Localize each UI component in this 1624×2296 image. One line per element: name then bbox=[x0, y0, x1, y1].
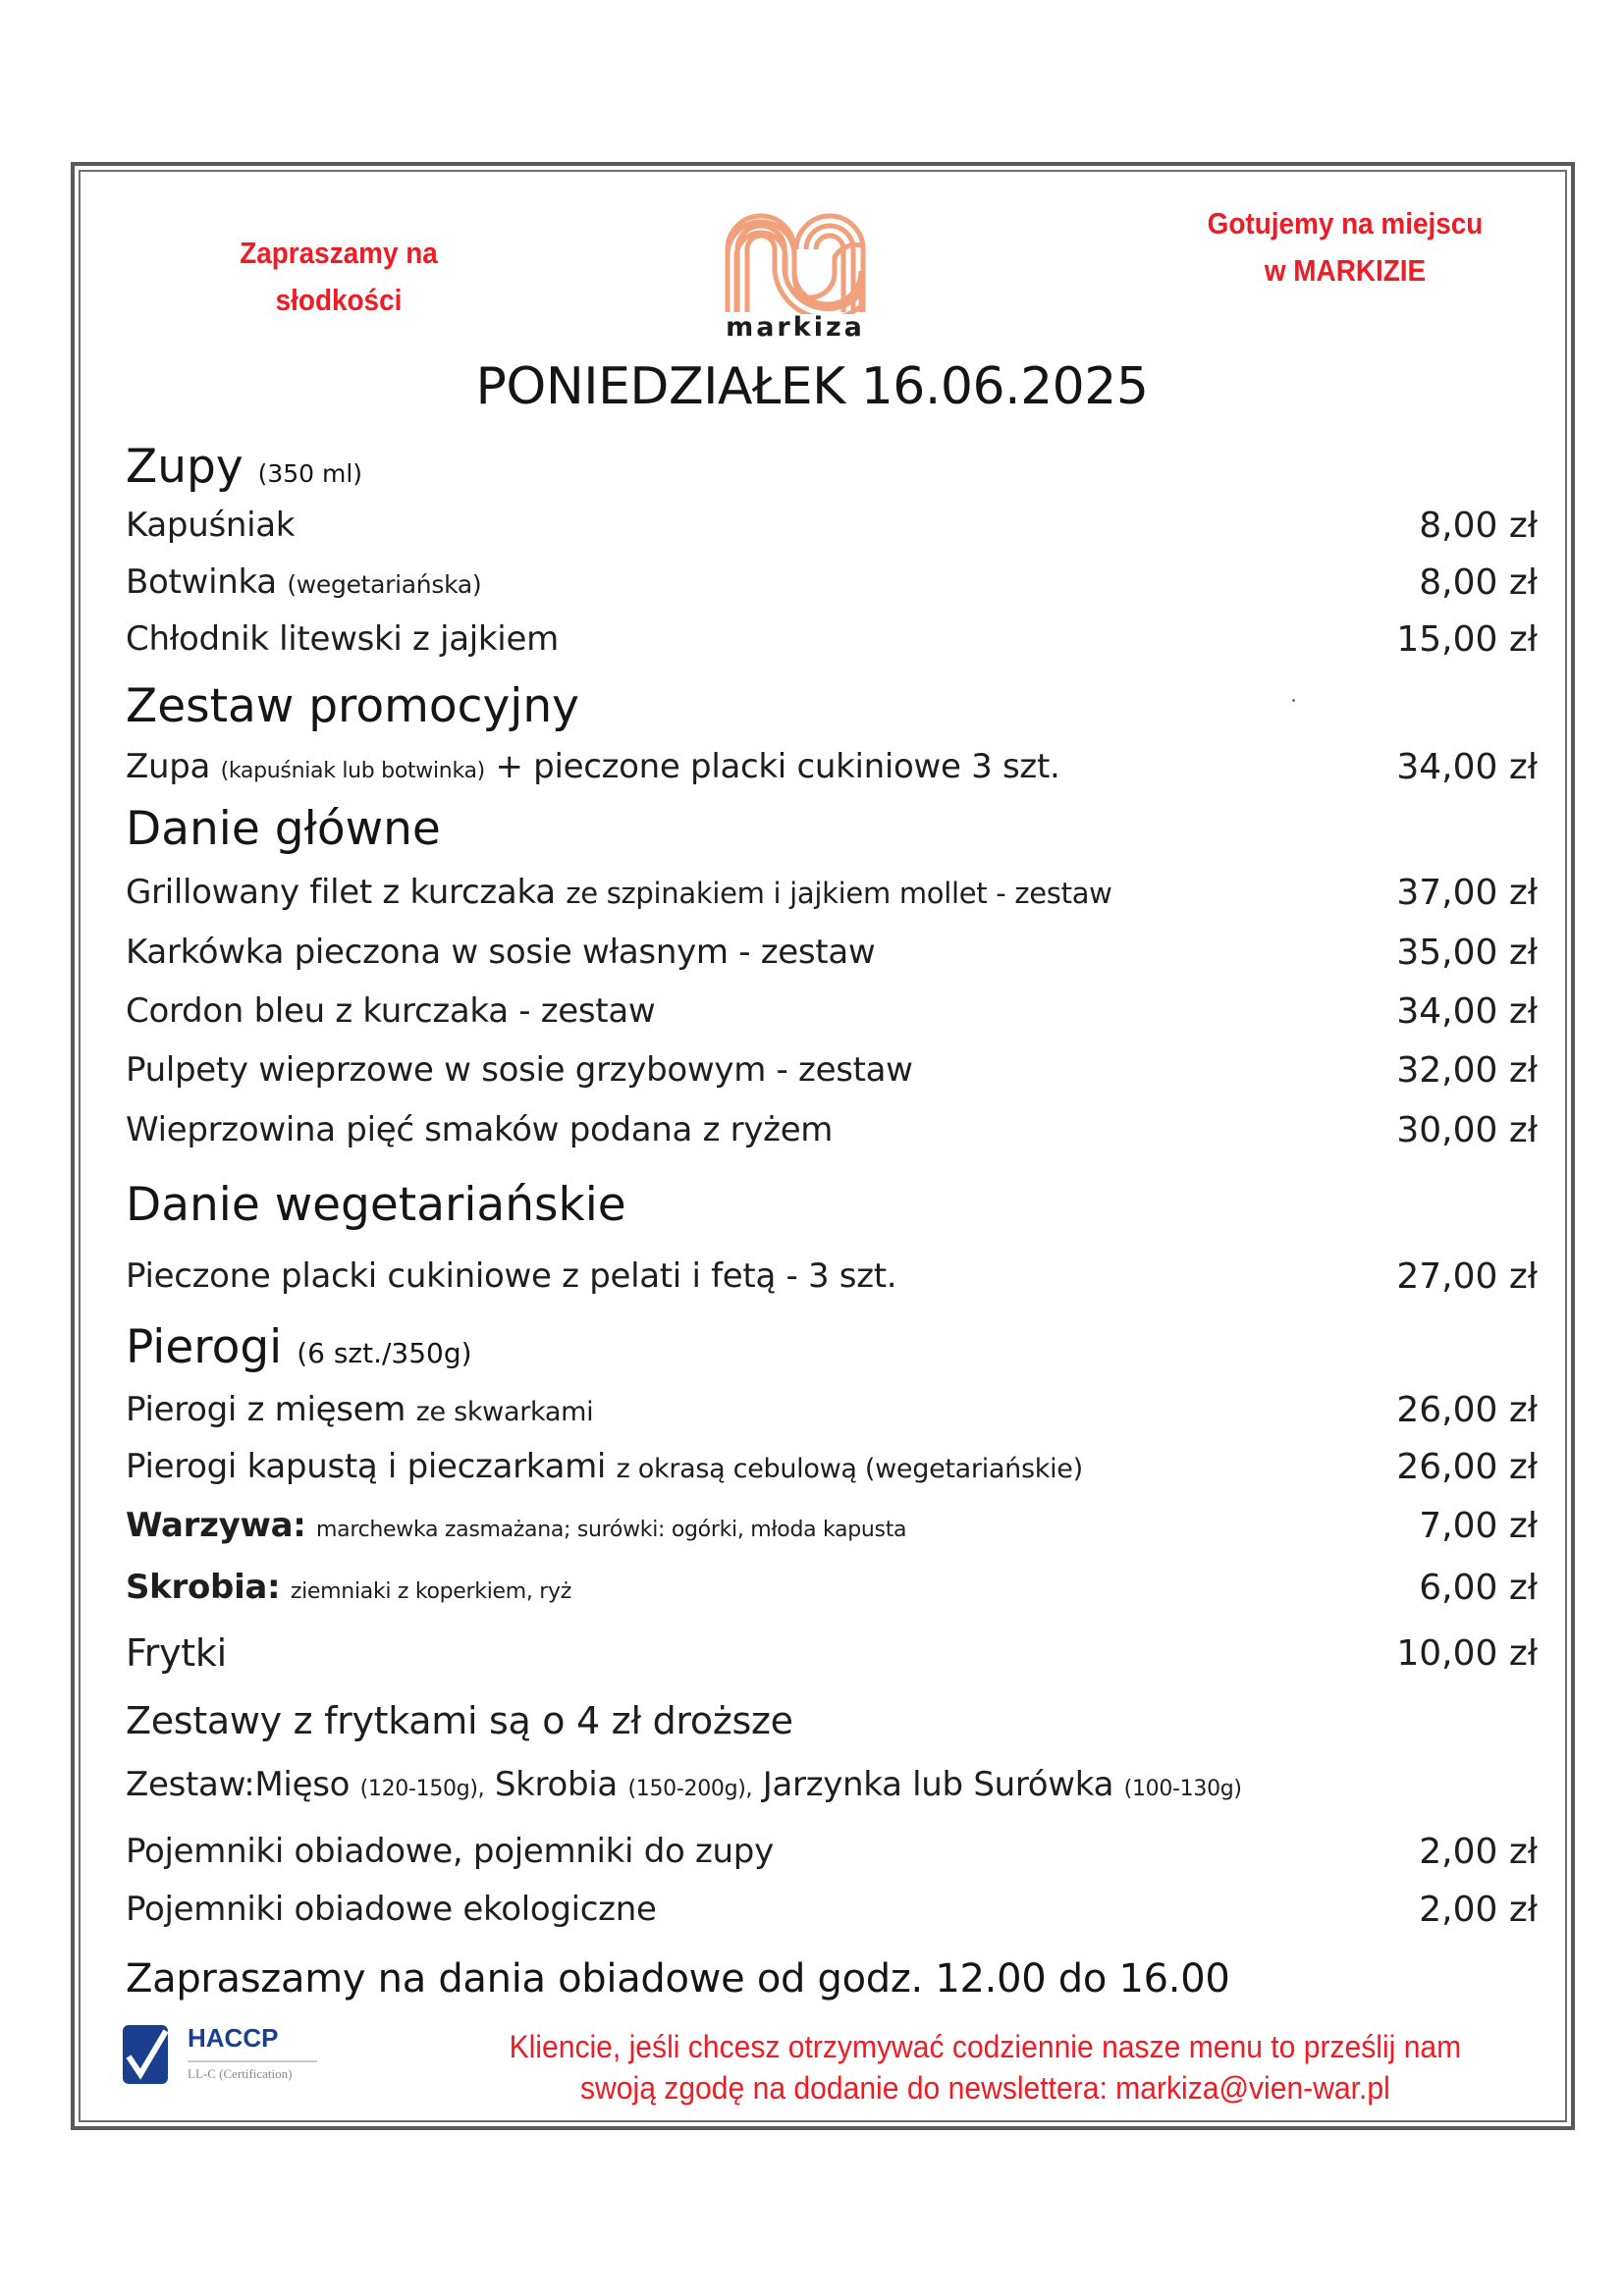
menu-item bbox=[126, 558, 1538, 607]
item-price: 32,00 zł bbox=[1396, 1049, 1538, 1091]
set-part-weight: (100-130g) bbox=[1123, 1777, 1242, 1801]
sweets-note-line-2: słodkości bbox=[275, 283, 403, 317]
item-price: 35,00 zł bbox=[1396, 932, 1538, 973]
item-name: Cordon bleu z kurczaka - zestaw bbox=[126, 991, 656, 1031]
set-part: Zestaw:Mięso bbox=[126, 1765, 351, 1804]
item-price: 6,00 zł bbox=[1419, 1567, 1538, 1608]
menu-item bbox=[126, 1105, 1538, 1154]
item-price: 30,00 zł bbox=[1396, 1109, 1538, 1150]
menu-item bbox=[126, 1629, 1538, 1678]
section-zupy-heading bbox=[126, 440, 362, 494]
section-promo-heading: Zestaw promocyjny bbox=[126, 679, 579, 733]
menu-item bbox=[126, 1827, 1538, 1876]
item-name: Warzywa: bbox=[126, 1506, 306, 1545]
set-part-weight: (120-150g), bbox=[359, 1777, 485, 1801]
item-name: Pierogi z mięsem bbox=[126, 1390, 406, 1429]
item-name: Pojemniki obiadowe, pojemniki do zupy bbox=[126, 1832, 774, 1871]
item-price: 2,00 zł bbox=[1419, 1831, 1538, 1872]
item-name: Wieprzowina pięć smaków podana z ryżem bbox=[126, 1110, 834, 1149]
menu-item bbox=[126, 501, 1538, 550]
item-price: 7,00 zł bbox=[1419, 1505, 1538, 1546]
cooking-note-line-2: w MARKIZIE bbox=[1264, 253, 1427, 288]
item-name: Pieczone placki cukiniowe z pelati i fetą - 3 szt. bbox=[126, 1256, 897, 1296]
section-main-heading: Danie główne bbox=[126, 802, 441, 856]
section-note: (6 szt./350g) bbox=[297, 1337, 472, 1369]
menu-item bbox=[126, 1045, 1538, 1095]
menu-item bbox=[126, 928, 1538, 977]
item-name: Pulpety wieprzowe w sosie grzybowym - zestaw bbox=[126, 1050, 913, 1090]
stray-dot bbox=[1292, 699, 1295, 702]
item-name: Botwinka bbox=[126, 562, 277, 602]
menu-item bbox=[126, 1563, 1538, 1612]
menu-item bbox=[126, 868, 1538, 917]
newsletter-line-1: Kliencie, jeśli chcesz otrzymywać codziennie nasze menu to prześlij nam bbox=[509, 2029, 1462, 2064]
item-price: 27,00 zł bbox=[1396, 1255, 1538, 1297]
set-composition bbox=[126, 1760, 1538, 1809]
page-title: PONIEDZIAŁEK 16.06.2025 bbox=[475, 357, 1149, 416]
item-name: Chłodnik litewski z jajkiem bbox=[126, 619, 559, 659]
item-price: 34,00 zł bbox=[1396, 990, 1538, 1032]
item-name: Karkówka pieczona w sosie własnym - zestaw bbox=[126, 933, 876, 972]
menu-item bbox=[126, 987, 1538, 1036]
menu-item bbox=[126, 614, 1538, 664]
cooking-note bbox=[1177, 200, 1513, 294]
opening-hours-text: Zapraszamy na dania obiadowe od godz. 12.00 do 16.00 bbox=[126, 1956, 1230, 2002]
menu-item bbox=[126, 1885, 1538, 1934]
section-title: Zupy bbox=[126, 440, 244, 494]
menu-item bbox=[126, 1385, 1538, 1434]
markiza-m-logo-icon bbox=[722, 206, 869, 314]
opening-hours bbox=[126, 1954, 1538, 2003]
item-detail: ze szpinakiem i jajkiem mollet - zestaw bbox=[566, 877, 1112, 910]
item-price: 10,00 zł bbox=[1396, 1632, 1538, 1674]
item-price: 37,00 zł bbox=[1396, 872, 1538, 913]
newsletter-line-2: swoją zgodę na dodanie do newslettera: markiza@vien-war.pl bbox=[580, 2070, 1390, 2106]
item-detail: (kapuśniak lub botwinka) bbox=[220, 759, 485, 783]
item-detail: z okrasą cebulową (wegetariańskie) bbox=[616, 1454, 1083, 1484]
item-name: Pierogi kapustą i pieczarkami bbox=[126, 1447, 607, 1486]
menu-item bbox=[126, 1252, 1538, 1301]
haccp-subtitle: LL-C (Certification) bbox=[188, 2066, 293, 2081]
section-title: Pierogi bbox=[126, 1320, 283, 1374]
item-detail: ze skwarkami bbox=[415, 1397, 594, 1427]
item-detail: marchewka zasmażana; surówki: ogórki, młoda kapusta bbox=[316, 1518, 907, 1542]
item-price: 8,00 zł bbox=[1419, 561, 1538, 603]
item-name: Frytki bbox=[126, 1631, 227, 1675]
menu-item bbox=[126, 742, 1538, 791]
set-part: Skrobia bbox=[494, 1765, 618, 1804]
haccp-title: HACCP bbox=[188, 2023, 279, 2053]
item-name-rest: + pieczone placki cukiniowe 3 szt. bbox=[495, 747, 1060, 786]
newsletter-note bbox=[422, 2026, 1548, 2109]
fries-note-text: Zestawy z frytkami są o 4 zł droższe bbox=[126, 1699, 793, 1742]
item-price: 2,00 zł bbox=[1419, 1889, 1538, 1930]
section-note: (350 ml) bbox=[257, 459, 363, 488]
item-price: 26,00 zł bbox=[1396, 1389, 1538, 1430]
item-price: 26,00 zł bbox=[1396, 1446, 1538, 1487]
section-vege-heading: Danie wegetariańskie bbox=[126, 1178, 626, 1232]
menu-item bbox=[126, 1442, 1538, 1491]
haccp-badge bbox=[123, 2017, 319, 2086]
item-price: 15,00 zł bbox=[1396, 618, 1538, 660]
item-name: Pojemniki obiadowe ekologiczne bbox=[126, 1890, 657, 1929]
brand-name: markiza bbox=[726, 312, 865, 343]
set-part-weight: (150-200g), bbox=[627, 1777, 753, 1801]
sweets-note-line-1: Zapraszamy na bbox=[240, 236, 438, 270]
item-price: 34,00 zł bbox=[1396, 746, 1538, 787]
item-name: Skrobia: bbox=[126, 1568, 281, 1607]
item-name: Grillowany filet z kurczaka bbox=[126, 873, 556, 912]
sweets-note bbox=[206, 230, 471, 324]
item-name: Kapuśniak bbox=[126, 506, 296, 545]
menu-item bbox=[126, 1501, 1538, 1550]
cooking-note-line-1: Gotujemy na miejscu bbox=[1207, 206, 1484, 240]
section-pierogi-heading bbox=[126, 1320, 472, 1374]
item-name: Zupa bbox=[126, 747, 211, 786]
item-price: 8,00 zł bbox=[1419, 505, 1538, 546]
item-detail: (wegetariańska) bbox=[287, 570, 482, 599]
item-detail: ziemniaki z koperkiem, ryż bbox=[290, 1579, 572, 1604]
set-part: Jarzynka lub Surówka bbox=[762, 1765, 1114, 1804]
fries-note bbox=[126, 1696, 1538, 1745]
